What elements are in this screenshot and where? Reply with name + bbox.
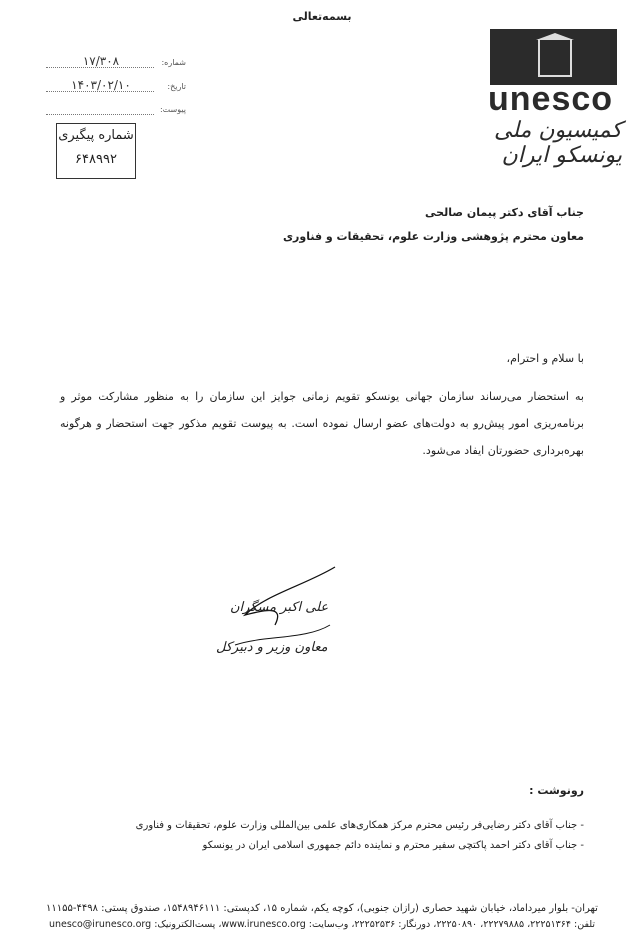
- letter-date-row: [46, 78, 186, 94]
- cc-item: - جناب آقای دکتر رضایی‌فر رئیس محترم مرکز همکاری‌های علمی بین‌المللی وزارت علوم، تحقیقات و فناوری: [135, 820, 584, 831]
- recipient-name: جناب آقای دکتر پیمان صالحی: [425, 206, 584, 219]
- number-label: شماره:: [161, 58, 186, 67]
- date-value: ۱۴۰۳/۰۲/۱۰: [71, 78, 131, 92]
- tracking-value: ۶۴۸۹۹۲: [75, 152, 117, 167]
- dotted-line: [46, 114, 154, 115]
- greeting: با سلام و احترام،: [506, 352, 584, 365]
- footer-contact: تلفن: ۲۲۲۵۱۳۶۴، ۲۲۲۷۹۸۸۵، ۲۲۲۵۰۸۹۰، دورنگار: ۲۲۲۵۲۵۳۶، وب‌سایت: www.irunesco.org، پست‌الکترونیک: unesco@irunesco.org: [48, 919, 596, 930]
- temple-icon: [538, 39, 572, 77]
- number-value: ۱۷/۳۰۸: [82, 54, 120, 68]
- besmellah-heading: بسمه‌تعالی: [292, 10, 352, 23]
- attachment-label: پیوست:: [159, 105, 186, 114]
- signatory-title: معاون وزیر و دبیرکل: [216, 640, 328, 655]
- footer-address: تهران- بلوار میرداماد، خیابان شهید حصاری (رازان جنوبی)، کوچه یکم، شماره ۱۵، کدپستی: ۱۵۴۸۹۴۶۱۱۱، صندوق پستی: ۴۴۹۸-۱۱۱۵۵: [46, 903, 598, 914]
- attachment-row: [46, 101, 186, 117]
- date-label: تاریخ:: [167, 82, 186, 91]
- unesco-temple-logo: [490, 29, 617, 85]
- handwritten-signature: [225, 565, 345, 675]
- commission-logo-text: کمیسیون ملی یونسکو ایران: [493, 118, 622, 168]
- cc-item: - جناب آقای دکتر احمد پاکتچی سفیر محترم و نماینده دائم جمهوری اسلامی ایران در یونسکو: [202, 840, 584, 851]
- recipient-title: معاون محترم پژوهشی وزارت علوم، تحقیقات و فناوری: [282, 230, 584, 243]
- cc-heading: رونوشت :: [529, 784, 584, 797]
- tracking-number-stamp: [56, 123, 136, 179]
- body-paragraph: به استحضار می‌رساند سازمان جهانی یونسکو تقویم زمانی جوایز این سازمان را به منظور مشارکت موثر و برنامه‌ریزی امور پیش‌رو به دولت‌های عضو ارسال نموده است. به پیوست تقویم مذکور جهت استحضار و هرگونه بهره‌برداری حضورتان ایفاد می‌شود.: [60, 390, 584, 457]
- tracking-label: شماره پیگیری: [58, 128, 134, 143]
- signatory-name: علی اکبر مسگران: [230, 600, 329, 615]
- letter-number-row: [46, 54, 186, 70]
- unesco-logo-text: unesco: [488, 80, 614, 118]
